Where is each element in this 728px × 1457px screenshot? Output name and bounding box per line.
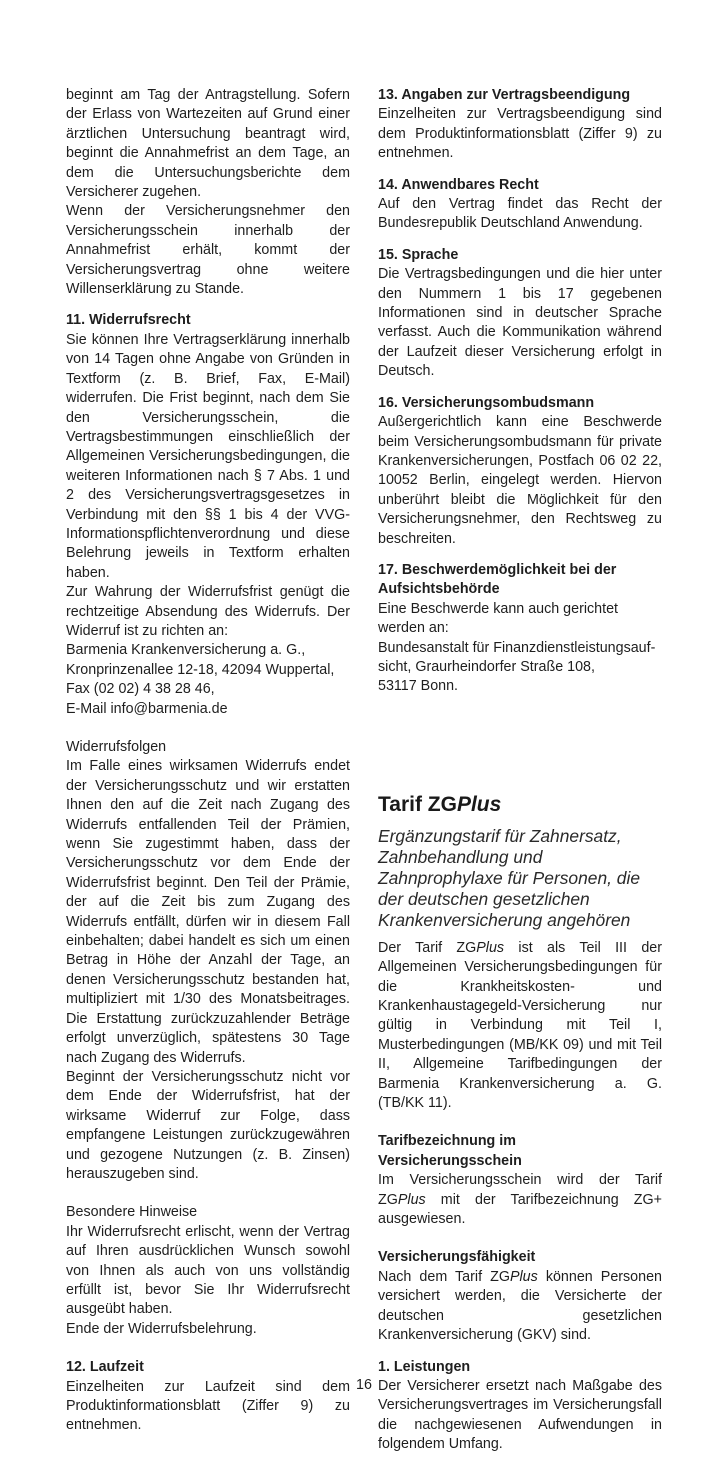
beschwerde-line: sicht, Graurheindorfer Straße 108, [378, 658, 595, 675]
paragraph-intro-2: Wenn der Versicherungsnehmer den Versicherungsschein innerhalb der Annahmefrist erhält, kommt der Versicherungsvertrag ohne weitere Willenserklärung zu Stande. [66, 203, 350, 298]
left-column [66, 86, 350, 1436]
tarif-title [378, 792, 662, 818]
paragraph-tarifbezeichnung: Im Versicherungsschein wird der Tarif ZGPlus mit der Tarifbezeichnung ZG+ ausgewiesen. [378, 1172, 662, 1228]
heading-besondere-hinweise: Besondere Hinweise [66, 1204, 198, 1221]
paragraph-anwendbares-recht: Auf den Vertrag findet das Recht der Bundesrepublik Deutschland Anwendung. [378, 196, 662, 232]
paragraph-widerrufsfolgen-2: Beginnt der Versicherungsschutz nicht vor dem Ende der Widerrufsfrist, hat der wirksame Widerruf zur Folge, dass empfangene Leistungen zurückzugewähren und gezogene Nutzungen (z. B. Zinsen) herauszugeben sind. [66, 1068, 350, 1182]
address-line: Barmenia Krankenversicherung a. G., [66, 642, 306, 659]
address-line: Fax (02 02) 4 38 28 46, [66, 681, 215, 698]
paragraph-leistungen: Der Versicherer ersetzt nach Maßgabe des Versicherungsvertrages im Versicherungsfall die nachgewiesenen Aufwendungen in folgendem Umfang. [378, 1377, 662, 1453]
paragraph-ombudsmann: Außergerichtlich kann eine Beschwerde beim Versicherungsombudsmann für private Krankenversicherungen, Postfach 06 02 22, 10052 Berlin, eingelegt werden. Hiervon unberührt bleibt die Möglichkeit für den Versicherungsnehmer, den Rechtsweg zu beschreiten. [378, 414, 662, 547]
right-column [378, 86, 662, 1455]
paragraph-sprache: Die Vertragsbedingungen und die hier unter den Nummern 1 bis 17 gegebenen Informationen sind in deutscher Sprache verfasst. Auch die Kommunikation während der Laufzeit dieser Versicherung erfolgt in Deutsch. [378, 266, 662, 380]
heading-beschwerde-cont: Aufsichtsbehörde [378, 581, 500, 598]
paragraph-widerrufsrecht: Sie können Ihre Vertragserklärung innerhalb von 14 Tagen ohne Angabe von Gründen in Textform (z. B. Brief, Fax, E-Mail) widerrufen. Die Frist beginnt, nach dem Sie den Versicherungsschein, die Vertragsbestimmungen einschließlich der Allgemeinen Versicherungsbedingungen, die weiteren Informationen nach § 7 Abs. 1 und 2 des Versicherungsvertragsgesetzes in Verbindung mit den §§ 1 bis 4 der VVG-Informationspflichtenverordnung und diese Belehrung jeweils in Textform erhalten haben. [66, 331, 350, 581]
beschwerde-line: Bundesanstalt für Finanzdienstleistungsauf- [378, 639, 656, 656]
heading-laufzeit: 12. Laufzeit [66, 1359, 144, 1376]
paragraph-widerrufsfrist: Zur Wahrung der Widerrufsfrist genügt die rechtzeitige Absendung des Widerrufs. Der Widerruf ist zu richten an: [66, 584, 350, 639]
heading-widerrufsrecht: 11. Widerrufsrecht [66, 312, 191, 329]
paragraph-widerrufsfolgen: Im Falle eines wirksamen Widerrufs endet der Versicherungsschutz und wir erstatten Ihnen den auf die Zeit nach Zugang des Widerrufs entfallenden Teil der Prämien, wenn Sie zugestimmt haben, dass der Versicherungsschutz vor dem Ende der Widerrufsfrist beginnt. Den Teil der Prämie, der auf die Zeit bis zum Zugang des Widerrufs entfällt, dürfen wir in diesem Fall einbehalten; dabei handelt es sich um einen Betrag in Höhe der Anzahl der Tage, an denen Versicherungsschutz bestanden hat, multipliziert mit 1/30 des Monatsbeitrages. Die Erstattung zurückzuzahlender Beträge erfolgt unverzüglich, spätestens 30 Tage nach Zugang des Widerrufs. [66, 758, 350, 1066]
paragraph-vertragsbeendigung: Einzelheiten zur Vertragsbeendigung sind dem Produktinformationsblatt (Ziffer 9) zu entnehmen. [378, 106, 662, 162]
address-line: Kronprinzenallee 12-18, 42094 Wuppertal, [66, 661, 335, 678]
address-line: E-Mail info@barmenia.de [66, 700, 228, 717]
tarif-title-plus: Plus [456, 792, 502, 816]
end-of-notice: Ende der Widerrufsbelehrung. [66, 1320, 257, 1337]
heading-anwendbares-recht: 14. Anwendbares Recht [378, 176, 539, 193]
beschwerde-line: werden an: [378, 620, 449, 637]
heading-sprache: 15. Sprache [378, 246, 459, 263]
heading-leistungen: 1. Leistungen [378, 1358, 471, 1375]
paragraph-laufzeit: Einzelheiten zur Laufzeit sind dem Produktinformationsblatt (Ziffer 9) zu entnehmen. [66, 1378, 350, 1434]
paragraph-intro: beginnt am Tag der Antragstellung. Sofern der Erlass von Wartezeiten auf Grund einer ärztlichen Untersuchung beantragt wird, beginnt die Annahmefrist an dem Tage, an dem die Untersuchungsberichte dem Versicherer zugehen. [66, 87, 350, 201]
address-block [66, 641, 350, 719]
tarif-subtitle: Ergänzungstarif für Zahnersatz, Zahnbehandlung und Zahnprophylaxe für Personen, die der deutschen gesetzlichen Krankenversicherung angehören [378, 825, 640, 930]
heading-vertragsbeendigung: 13. Angaben zur Vertragsbeendigung [378, 87, 631, 103]
paragraph-tarif-intro: Der Tarif ZGPlus ist als Teil III der Allgemeinen Versicherungsbedingungen für die Krankheitskosten- und Krankenhaustagegeld-Versicherung nur gültig in Verbindung mit Teil I, Musterbedingungen (MB/KK 09) und mit Teil II, Allgemeine Tarifbedingungen der Barmenia Krankenversicherung a. G. (TB/KK 11). [378, 939, 662, 1112]
beschwerde-line: Eine Beschwerde kann auch gerichtet [378, 600, 619, 617]
tarif-title-main: Tarif ZG [378, 792, 457, 816]
heading-ombudsmann: 16. Versicherungsombudsmann [378, 394, 595, 411]
heading-beschwerde: 17. Beschwerdemöglichkeit bei der [378, 561, 617, 578]
heading-tarifbezeichnung: Tarifbezeichnung im Versicherungsschein [378, 1133, 522, 1169]
heading-widerrufsfolgen: Widerrufsfolgen [66, 739, 167, 755]
paragraph-besondere-hinweise: Ihr Widerrufsrecht erlischt, wenn der Vertrag auf Ihren ausdrücklichen Wunsch sowohl von Ihnen als auch von uns vollständig erfüllt ist, bevor Sie Ihr Widerrufsrecht ausgeübt haben. [66, 1223, 350, 1318]
page-number: 16 [356, 1377, 372, 1393]
beschwerde-line: 53117 Bonn. [378, 678, 459, 695]
paragraph-versicherungsfaehigkeit: Nach dem Tarif ZGPlus können Personen versichert werden, die Versicherte der deutschen gesetzlichen Krankenversicherung (GKV) sind. [378, 1268, 662, 1344]
heading-versicherungsfaehigkeit: Versicherungsfähigkeit [378, 1249, 536, 1266]
